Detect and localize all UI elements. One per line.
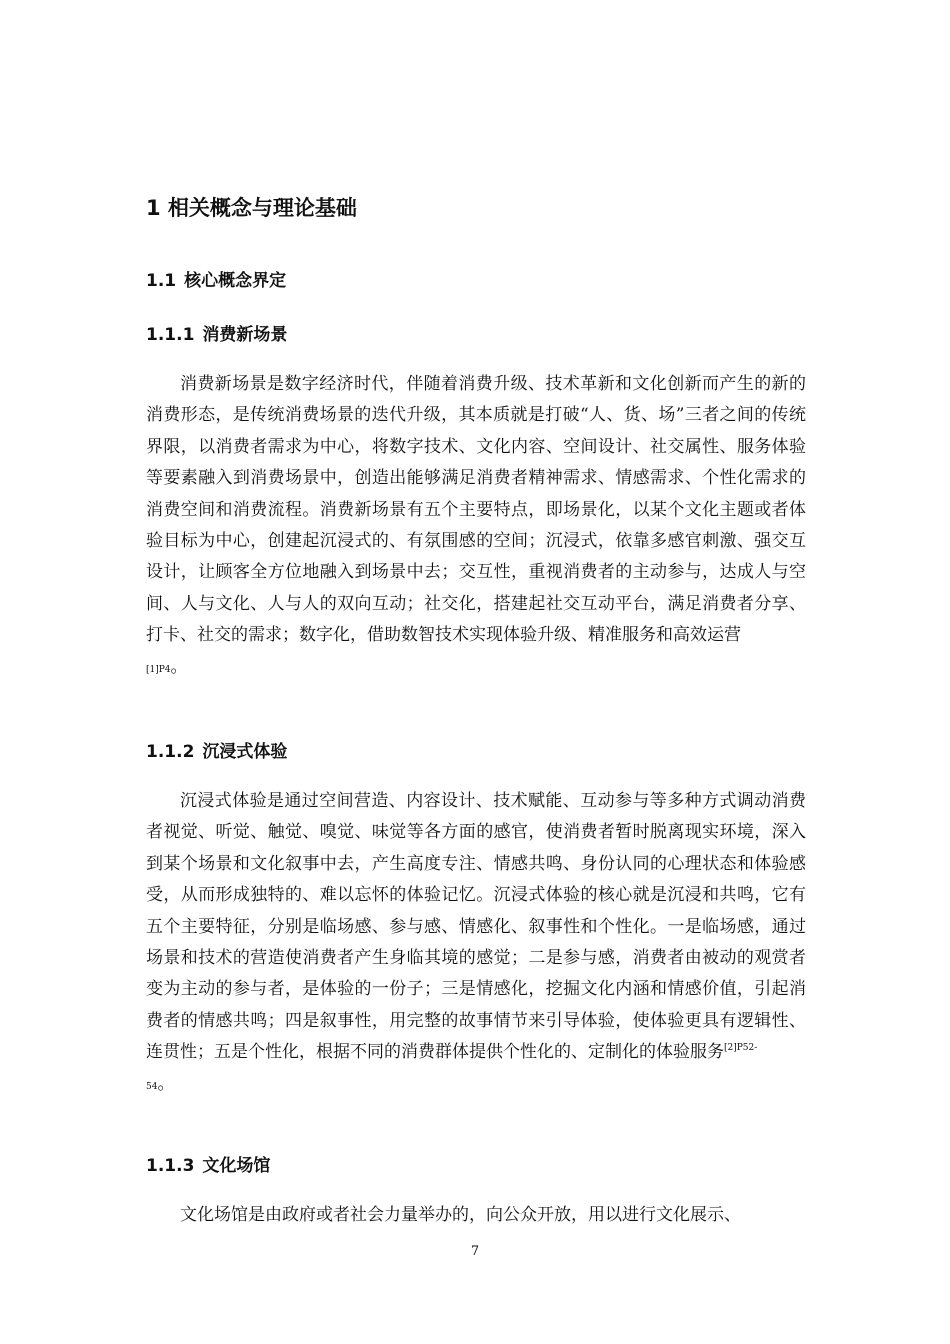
- section-heading-1-1: [146, 269, 286, 293]
- section-number: 1.1.1: [146, 325, 195, 345]
- citation-continued: 54: [146, 1081, 158, 1092]
- paragraph-consumption-scene: [146, 369, 806, 686]
- section-heading-1-1-1: [146, 323, 287, 347]
- page-number: 7: [470, 1244, 480, 1259]
- citation: [1]P4: [146, 664, 171, 675]
- paragraph-cultural-venues: [146, 1200, 806, 1231]
- citation: [2]P52-: [724, 1043, 758, 1054]
- section-title: 文化场馆: [202, 1156, 271, 1176]
- section-title: 沉浸式体验: [202, 742, 288, 762]
- section-heading-1-1-3: [146, 1154, 270, 1178]
- section-number: 1.1.2: [146, 742, 195, 762]
- section-title: 消费新场景: [202, 325, 288, 345]
- section-title: 核心概念界定: [184, 271, 287, 291]
- paragraph-end: 。: [170, 656, 188, 677]
- paragraph-end: 。: [157, 1073, 175, 1094]
- paragraph-text: 消费新场景是数字经济时代，伴随着消费升级、技术革新和文化创新而产生的新的消费形态，是传统消费场景的迭代升级，其本质就是打破“人、货、场”三者之间的传统界限，以消费者需求为中心，将数字技术、文化内容、空间设计、社交属性、服务体验等要素融入到消费场景中，创造出能够满足消费者精神需求、情感需求、个性化需求的消费空间和消费流程。消费新场景有五个主要特点，即场景化，以某个文化主题或者体验目标为中心，创建起沉浸式的、有氛围感的空间；沉浸式，依靠多感官刺激、强交互设计，让顾客全方位地融入到场景中去；交互性，重视消费者的主动参与，达成人与空间、人与文化、人与人的双向互动；社交化，搭建起社交互动平台，满足消费者分享、打卡、社交的需求；数字化，借助数智技术实现体验升级、精准服务和高效运营: [146, 374, 806, 646]
- section-heading-1-1-2: [146, 740, 287, 764]
- paragraph-immersive-experience: [146, 786, 806, 1103]
- paragraph-text: 文化场馆是由政府或者社会力量举办的，向公众开放，用以进行文化展示、: [180, 1205, 741, 1225]
- paragraph-text: 沉浸式体验是通过空间营造、内容设计、技术赋能、互动参与等多种方式调动消费者视觉、听觉、触觉、嗅觉、味觉等各方面的感官，使消费者暂时脱离现实环境，深入到某个场景和文化叙事中去，产生高度专注、情感共鸣、身份认同的心理状态和体验感受，从而形成独特的、难以忘怀的体验记忆。沉浸式体验的核心就是沉浸和共鸣，它有五个主要特征，分别是临场感、参与感、情感化、叙事性和个性化。一是临场感，通过场景和技术的营造使消费者产生身临其境的感觉；二是参与感，消费者由被动的观赏者变为主动的参与者，是体验的一份子；三是情感化，挖掘文化内涵和情感价值，引起消费者的情感共鸣；四是叙事性，用完整的故事情节来引导体验，使体验更具有逻辑性、连贯性；五是个性化，根据不同的消费群体提供个性化的、定制化的体验服务: [146, 791, 806, 1063]
- section-number: 1.1: [146, 271, 177, 291]
- section-number: 1.1.3: [146, 1156, 195, 1176]
- chapter-title: 1 相关概念与理论基础: [146, 196, 357, 220]
